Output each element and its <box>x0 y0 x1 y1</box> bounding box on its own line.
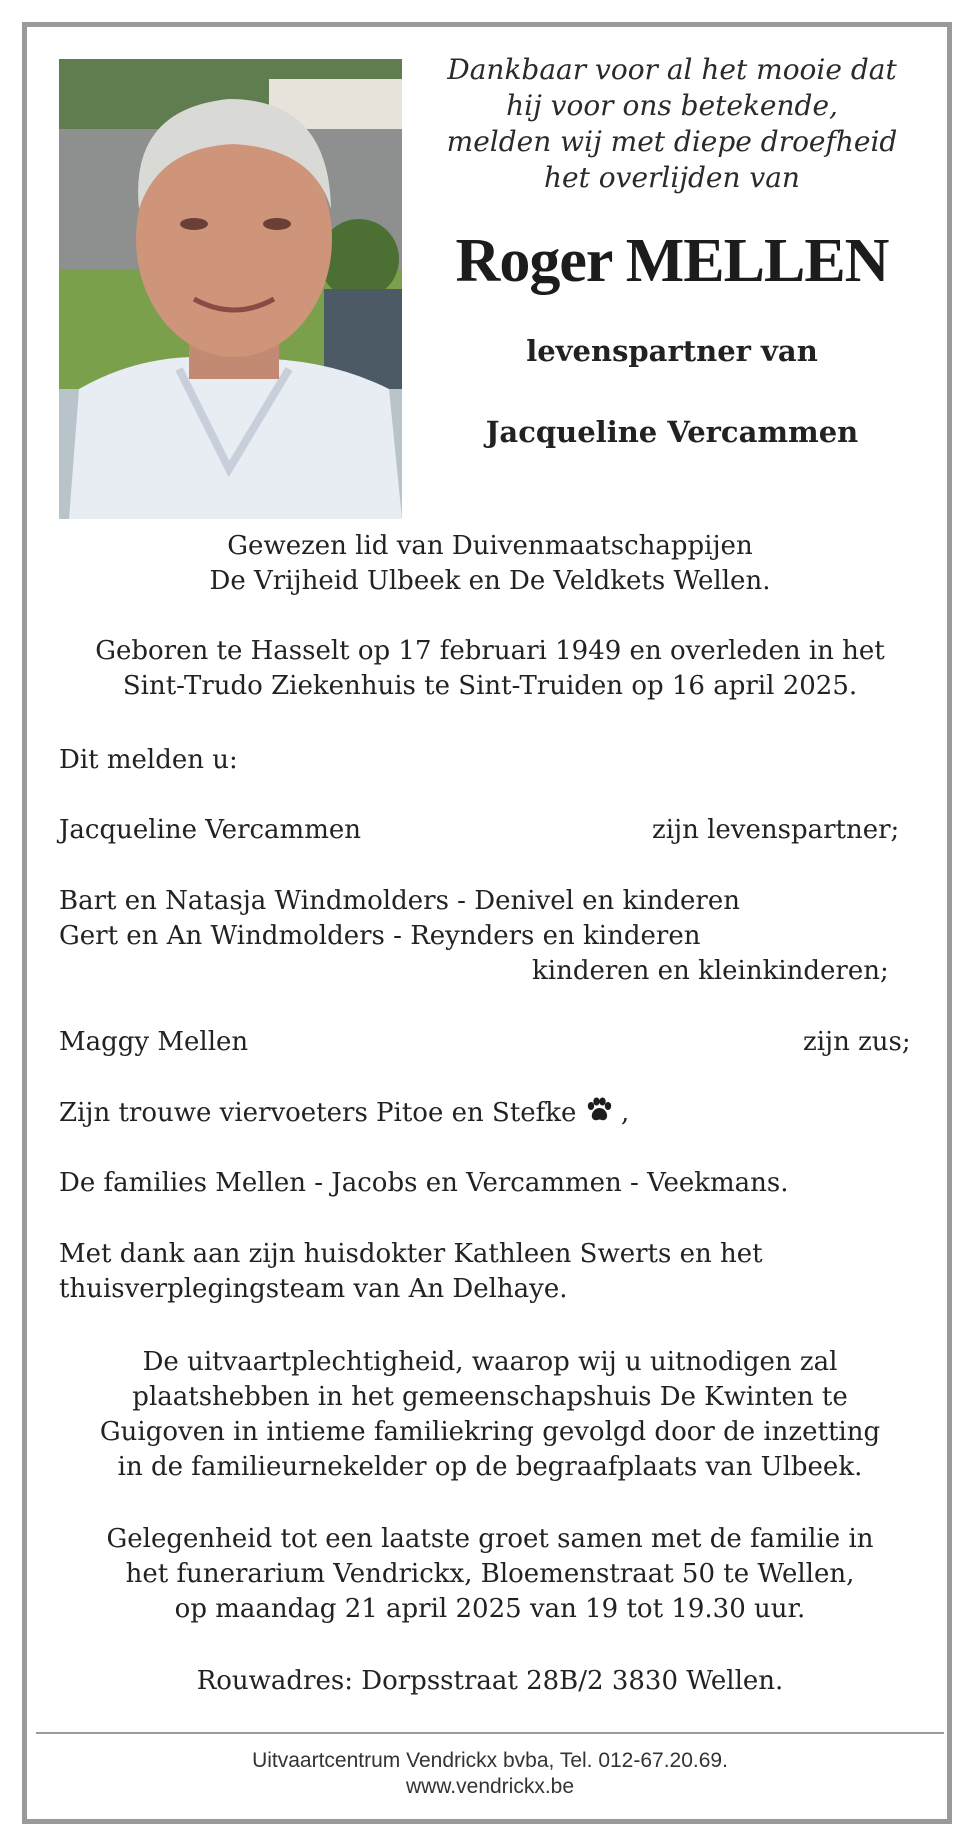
intro-line: hij voor ons betekende, <box>506 89 838 122</box>
footer-website[interactable]: www.vendrickx.be <box>405 1775 575 1798</box>
thanks-line: Met dank aan zijn huisdokter Kathleen Swerts en het <box>59 1239 763 1269</box>
intro-text <box>430 52 914 196</box>
paw-icon <box>585 1097 613 1123</box>
intro-line: Dankbaar voor al het mooie dat <box>447 53 897 86</box>
portrait-illustration <box>59 59 402 519</box>
pets-suffix: , <box>612 1098 630 1128</box>
mourner-partner-name: Jacqueline Vercammen <box>59 815 361 845</box>
viewing-line: Gelegenheid tot een laatste groet samen met de familie in <box>106 1524 874 1554</box>
intro-line: melden wij met diepe droefheid <box>446 125 898 158</box>
mourner-child: Gert en An Windmolders - Reynders en kinderen <box>59 921 701 951</box>
mourner-partner-relation: zijn levenspartner; <box>652 815 900 845</box>
mourner-child: Bart en Natasja Windmolders - Denivel en kinderen <box>59 886 740 916</box>
mourner-sister-relation: zijn zus; <box>803 1027 911 1057</box>
viewing-line: het funerarium Vendrickx, Bloemenstraat 50 te Wellen, <box>125 1559 855 1589</box>
ceremony-line: plaatshebben in het gemeenschapshuis De Kwinten te <box>132 1382 848 1412</box>
partner-label: levenspartner van <box>526 334 818 368</box>
ceremony-line: De uitvaartplechtigheid, waarop wij u uitnodigen zal <box>142 1347 838 1377</box>
announce-label: Dit melden u: <box>59 745 238 775</box>
mourner-sister-name: Maggy Mellen <box>59 1027 249 1057</box>
thanks-line: thuisverplegingsteam van An Delhaye. <box>59 1274 568 1304</box>
viewing-line: op maandag 21 april 2025 van 19 tot 19.30 uur. <box>174 1594 806 1624</box>
membership-line: Gewezen lid van Duivenmaatschappijen <box>227 531 753 561</box>
partner-name: Jacqueline Vercammen <box>485 415 859 449</box>
ceremony-line: in de familieurnekelder op de begraafplaats van Ulbeek. <box>117 1452 863 1482</box>
pets-line <box>59 1096 629 1131</box>
portrait-photo <box>59 59 402 519</box>
pets-text: Zijn trouwe viervoeters Pitoe en Stefke <box>59 1098 577 1128</box>
families-line: De families Mellen - Jacobs en Vercammen - Veekmans. <box>59 1168 789 1198</box>
funeral-address: Rouwadres: Dorpsstraat 28B/2 3830 Wellen. <box>196 1666 784 1696</box>
ceremony-line: Guigoven in intieme familiekring gevolgd door de inzetting <box>99 1417 881 1447</box>
deceased-name: Roger MELLEN <box>455 227 889 295</box>
footer-divider <box>36 1732 944 1734</box>
intro-line: het overlijden van <box>544 161 800 194</box>
membership-line: De Vrijheid Ulbeek en De Veldkets Wellen. <box>209 566 771 596</box>
children-relation: kinderen en kleinkinderen; <box>532 956 889 986</box>
birth-death-line: Sint-Trudo Ziekenhuis te Sint-Truiden op 16 april 2025. <box>122 671 858 701</box>
birth-death-line: Geboren te Hasselt op 17 februari 1949 en overleden in het <box>95 636 885 666</box>
footer-company: Uitvaartcentrum Vendrickx bvba, Tel. 012-67.20.69. <box>252 1749 728 1772</box>
